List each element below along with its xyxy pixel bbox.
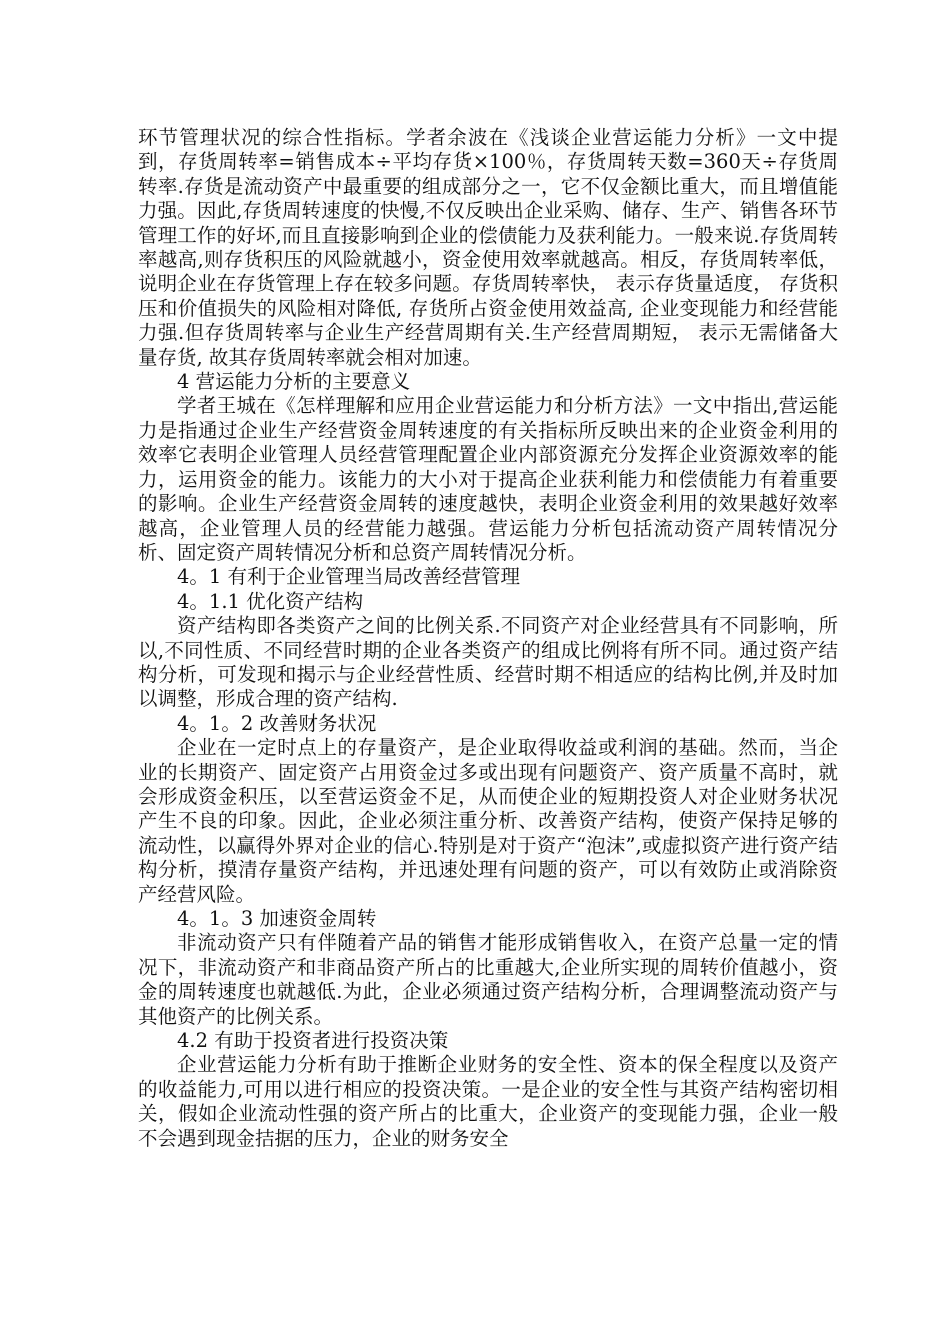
paragraph-financial-status: 企业在一定时点上的存量资产，是企业取得收益或利润的基础。然而，当企业的长期资产、固定资产占用资金过多或出现有问题资产、资产质量不高时，就会形成资金积压，以至营运资金不足，从而使企业的短期投资人对企业财务状况产生不良的印象。因此，企业必须注重分析、改善资产结构，使资产保持足够的流动性，以赢得外界对企业的信心.特别是对于资产“泡沫”,或虚拟资产进行资产结构分析，摸清存量资产结构，并迅速处理有问题的资产，可以有效防止或消除资产经营风险。: [138, 736, 838, 906]
section-heading-4-1: 4。1 有利于企业管理当局改善经营管理: [177, 565, 521, 589]
section-heading-4: 4 营运能力分析的主要意义: [177, 370, 411, 394]
section-heading-4-1-1: 4。1.1 优化资产结构: [177, 589, 364, 613]
paragraph-capital-turnover: 非流动资产只有伴随着产品的销售才能形成销售收入，在资产总量一定的情况下，非流动资产和非商品资产所占的比重越大,企业所实现的周转价值越小，资金的周转速度也就越低.为此，企业必须通过资产结构分析，合理调整流动资产与其他资产的比例关系。: [138, 931, 838, 1028]
paragraph-inventory-turnover: 环节管理状况的综合性指标。学者余波在《浅谈企业营运能力分析》一文中提到，存货周转率=销售成本÷平均存货×100％，存货周转天数=360天÷存货周转率.存货是流动资产中最重要的组成部分之一，它不仅金额比重大，而且增值能力强。因此,存货周转速度的快慢,不仅反映出企业采购、储存、生产、销售各环节管理工作的好坏,而且直接影响到企业的偿债能力及获利能力。一般来说.存货周转率越高,则存货积压的风险就越小，资金使用效率就越高。相反，存货周转率低，说明企业在存货管理上存在较多问题。存货周转率快， 表示存货量适度， 存货积压和价值损失的风险相对降低, 存货所占资金使用效益高, 企业变现能力和经营能力强.但存货周转率与企业生产经营周期有关.生产经营周期短， 表示无需储备大量存货, 故其存货周转率就会相对加速。: [138, 126, 838, 369]
section-heading-4-1-3: 4。1。3 加速资金周转: [177, 907, 377, 930]
paragraph-operating-capacity-meaning: 学者王城在《怎样理解和应用企业营运能力和分析方法》一文中指出,营运能力是指通过企业生产经营资金周转速度的有关指标所反映出来的企业资金利用的效率它表明企业管理人员经营管理配置企业内部资源充分发挥企业资源效率的能力，运用资金的能力。该能力的大小对于提高企业获利能力和偿债能力有着重要的影响。企业生产经营资金周转的速度越快，表明企业资金利用的效果越好效率越高，企业管理人员的经营能力越强。营运能力分析包括流动资产周转情况分析、固定资产周转情况分析和总资产周转情况分析。: [138, 394, 838, 564]
paragraph-investment-decision: 企业营运能力分析有助于推断企业财务的安全性、资本的保全程度以及资产的收益能力,可用以进行相应的投资决策。一是企业的安全性与其资产结构密切相关，假如企业流动性强的资产所占的比重大，企业资产的变现能力强，企业一般不会遇到现金拮据的压力，企业的财务安全: [138, 1053, 838, 1150]
document-page: [138, 126, 838, 1151]
section-heading-4-1-2: 4。1。2 改善财务状况: [177, 711, 377, 735]
section-heading-4-2: 4.2 有助于投资者进行投资决策: [177, 1029, 449, 1053]
paragraph-asset-structure: 资产结构即各类资产之间的比例关系.不同资产对企业经营具有不同影响，所以,不同性质、不同经营时期的企业各类资产的组成比例将有所不同。通过资产结构分析，可发现和揭示与企业经营性质、经营时期不相适应的结构比例,并及时加以调整，形成合理的资产结构.: [138, 614, 838, 711]
